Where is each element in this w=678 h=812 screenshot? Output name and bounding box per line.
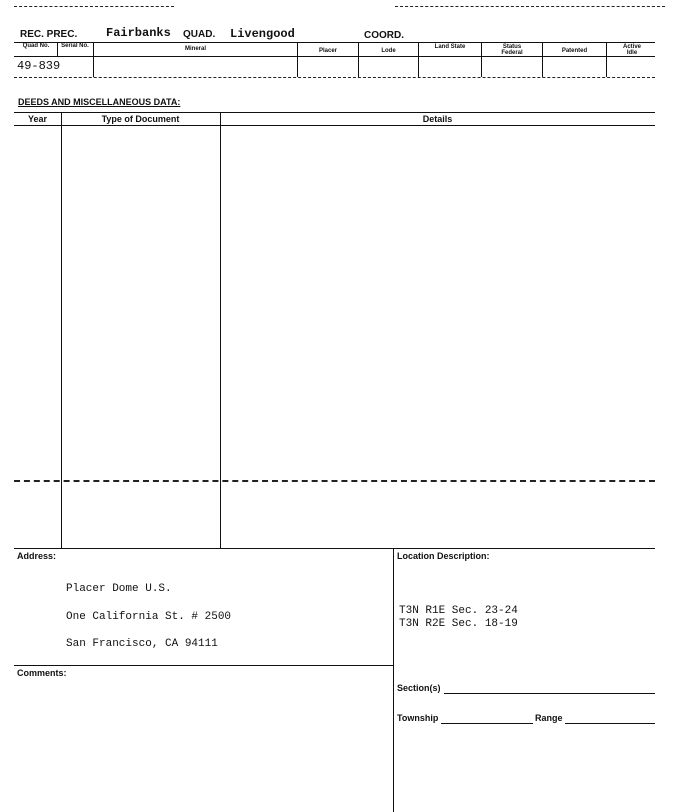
lower-section-divider [393,548,394,812]
range-field[interactable] [565,723,655,724]
quad-label: QUAD. [183,29,216,40]
deeds-top-rule [14,112,655,113]
quad-value: Livengood [230,27,295,41]
col-year: Year [27,114,48,124]
claim-col-divider [606,42,607,77]
deeds-section-title: DEEDS AND MISCELLANEOUS DATA: [18,97,181,107]
location-description-label: Location Description: [397,551,490,561]
sections-label: Section(s) [397,683,441,693]
col-patented: Patented [561,48,588,54]
col-placer: Placer [318,48,337,54]
rec-prec-label: REC. PREC. [20,29,78,40]
township-field[interactable] [441,723,533,724]
col-type-of-document: Type of Document [101,114,180,124]
address-line-1: Placer Dome U.S. [66,583,172,595]
claim-table-top-rule [14,42,655,43]
location-line-1: T3N R1E Sec. 23-24 [399,605,518,617]
top-dash-line-right [395,6,665,7]
deeds-header-rule [14,125,655,126]
comments-label: Comments: [17,668,67,678]
col-mineral: Mineral [184,46,206,52]
col-serial-no: Serial No. [61,43,89,49]
address-label: Address: [17,551,57,561]
col-land-state: Land State [434,44,466,50]
col-quad-no: Quad No. [22,43,50,49]
col-status-federal: Status Federal [501,44,523,56]
rec-prec-value: Fairbanks [106,26,171,40]
claim-table-header-rule [14,56,655,57]
deeds-col-divider [61,112,62,548]
col-lode: Lode [381,48,396,54]
address-line-2: One California St. # 2500 [66,611,232,623]
quad-no-value: 49-839 [17,59,61,73]
deeds-dashed-rule [14,480,655,482]
deeds-col-divider [220,112,221,548]
township-label: Township [397,713,439,723]
coord-label: COORD. [364,30,404,41]
claim-col-divider [418,42,419,77]
col-details: Details [422,114,453,124]
address-line-3: San Francisco, CA 94111 [66,638,218,650]
top-dash-line [14,6,174,7]
comments-top-rule [14,665,393,666]
lower-section-top-rule [14,548,655,549]
claim-col-divider [481,42,482,77]
col-active-idle: Active Idle [622,44,641,56]
sections-field[interactable] [444,693,655,694]
range-label: Range [535,713,563,723]
claim-table-bottom-rule [14,77,655,78]
location-line-2: T3N R2E Sec. 18-19 [399,618,518,630]
